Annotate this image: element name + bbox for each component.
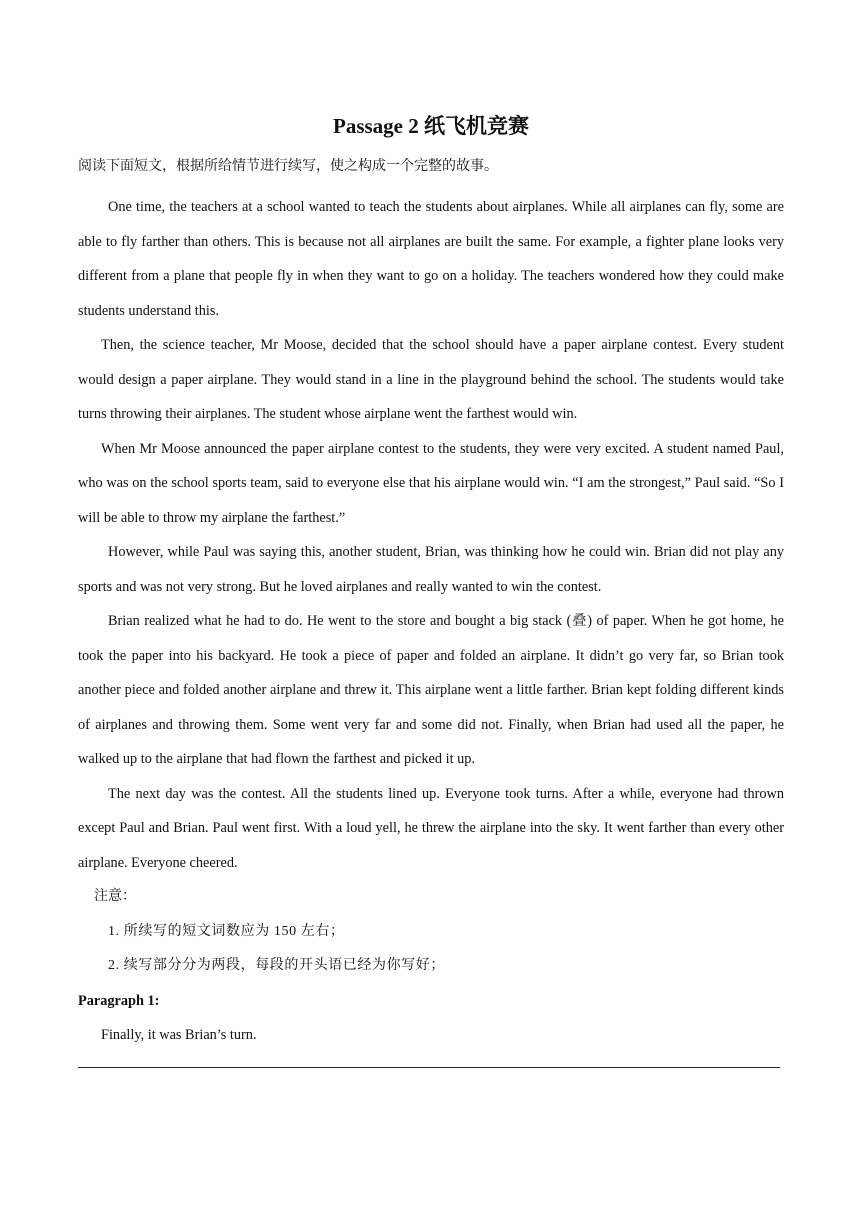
paragraph-1-label: Paragraph 1: — [78, 992, 160, 1009]
story-paragraph-5: Brian realized what he had to do. He went to the store and bought a big stack (叠) of paper. When he got home, he took the paper into his backyard. He took a piece of paper and folded an airplane. It didn’t go very far, so Brian took another piece and folded another airplane and threw it. This airplane went a little farther. Brian kept folding different kinds of airplanes and throwing them. Some went very far and some did not. Finally, when Brian had used all the paper, he walked up to the airplane that had flown the farthest and picked it up. — [78, 613, 784, 767]
story-paragraph-6: The next day was the contest. All the students lined up. Everyone took turns. After a while, everyone had thrown except Paul and Brian. Paul went first. With a loud yell, he threw the airplane into the sky. It went farther than every other airplane. Everyone cheered. — [78, 785, 784, 871]
answer-line — [78, 1067, 780, 1068]
story-paragraph-3: When Mr Moose announced the paper airplane contest to the students, they were very excited. A student named Paul, who was on the school sports team, said to everyone else that his airplane would win. “I am the strongest,” Paul said. “So I will be able to throw my airplane the farthest.” — [78, 440, 784, 526]
note-item: 1. 所续写的短文词数应为 150 左右； — [108, 923, 345, 939]
paragraph-1-opening: Finally, it was Brian’s turn. — [101, 1027, 257, 1043]
notes-heading: 注意： — [94, 889, 136, 904]
document-page — [78, 110, 784, 1068]
task-instruction: 阅读下面短文，根据所给情节进行续写，使之构成一个完整的故事。 — [78, 159, 498, 174]
passage-title: Passage 2 纸飞机竞赛 — [333, 114, 529, 138]
note-item: 2. 续写部分分为两段，每段的开头语已经为你写好； — [108, 958, 445, 973]
story-paragraph-2: Then, the science teacher, Mr Moose, decided that the school should have a paper airplane contest. Every student would design a paper airplane. They would stand in a line in the playground behind the school. The students would take turns throwing their airplanes. The student whose airplane went the farthest would win. — [78, 337, 784, 422]
story-paragraph-4: However, while Paul was saying this, another student, Brian, was thinking how he could win. Brian did not play any sports and was not very strong. But he loved airplanes and really wanted to win the contest. — [78, 544, 784, 595]
story-paragraph-1: One time, the teachers at a school wanted to teach the students about airplanes. While all airplanes can fly, some are able to fly farther than others. This is because not all airplanes are built the same. For example, a fighter plane looks very different from a plane that people fly in when they want to go on a holiday. The teachers wondered how they could make students understand this. — [78, 199, 784, 319]
